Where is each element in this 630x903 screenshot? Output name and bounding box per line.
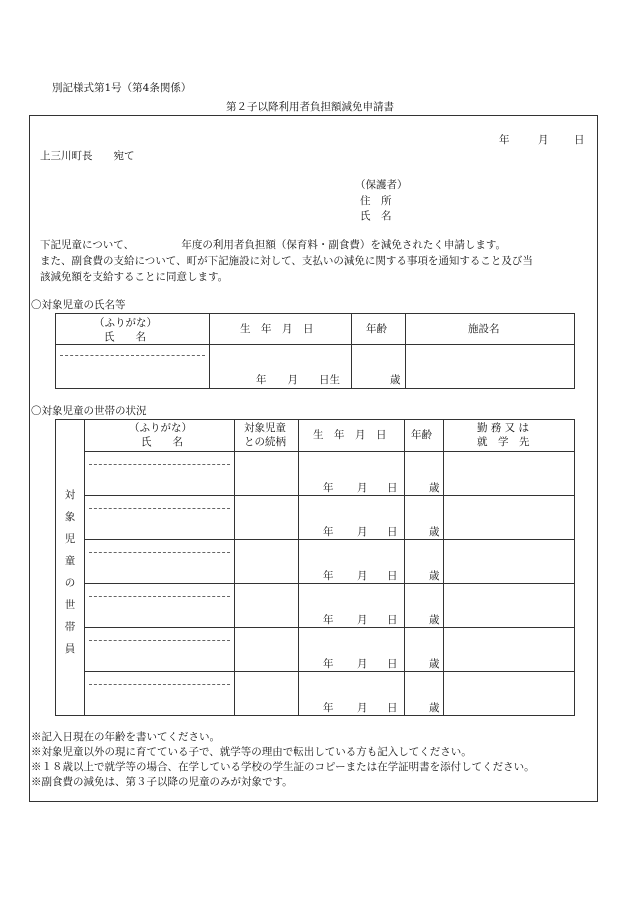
household-name-cell[interactable] [85, 540, 235, 584]
household-age-cell[interactable]: 歳 [405, 584, 444, 628]
household-work-cell[interactable] [444, 540, 575, 584]
household-work-cell[interactable] [444, 584, 575, 628]
household-side-label: 対 象 児 童 の 世 帯 員 [56, 452, 85, 716]
household-name-header: （ふりがな） 氏 名 [85, 420, 235, 452]
note-1: ※記入日現在の年齢を書いてください。 [31, 731, 220, 743]
household-corner [56, 420, 85, 452]
date-year: 年 [499, 134, 510, 146]
household-relation-cell[interactable] [235, 452, 299, 496]
household-age-cell[interactable]: 歳 [405, 540, 444, 584]
child-table [55, 313, 575, 389]
household-name-cell[interactable] [85, 672, 235, 716]
household-age-cell[interactable]: 歳 [405, 496, 444, 540]
child-birth-header: 生 年 月 日 [210, 314, 352, 345]
note-3: ※１８歳以上で就学等の場合、在学している学校の学生証のコピーまたは在学証明書を添付してください。 [31, 761, 535, 773]
child-age-cell[interactable]: 歳 [352, 345, 406, 389]
body-line-1: 下記児童について、 年度の利用者負担額（保育料・副食費）を減免されたく申請します。 [40, 239, 506, 251]
household-birth-header: 生 年 月 日 [299, 420, 405, 452]
household-relation-cell[interactable] [235, 496, 299, 540]
household-relation-cell[interactable] [235, 540, 299, 584]
household-birth-cell[interactable]: 年 月 日 [299, 540, 405, 584]
household-relation-header: 対象児童 との続柄 [235, 420, 299, 452]
note-2: ※対象児童以外の現に育てている子で、就学等の理由で転出している方も記入してください。 [31, 746, 472, 758]
household-name-cell[interactable] [85, 452, 235, 496]
household-birth-cell[interactable]: 年 月 日 [299, 496, 405, 540]
body-line-3: 該減免額を支給することに同意します。 [40, 271, 229, 283]
household-age-cell[interactable]: 歳 [405, 628, 444, 672]
document-title: 第２子以降利用者負担額減免申請書 [226, 101, 394, 113]
section1-heading: 〇対象児童の氏名等 [31, 299, 126, 311]
child-name-cell[interactable] [56, 345, 210, 389]
child-birth-cell[interactable]: 年 月 日生 [210, 345, 352, 389]
household-age-cell[interactable]: 歳 [405, 672, 444, 716]
household-table [55, 419, 575, 716]
date-day: 日 [574, 134, 585, 146]
form-number: 別記様式第1号（第4条関係） [52, 82, 192, 94]
section2-heading: 〇対象児童の世帯の状況 [31, 405, 147, 417]
child-facility-cell[interactable] [406, 345, 575, 389]
addressee: 上三川町長 宛て [40, 150, 135, 162]
household-birth-cell[interactable]: 年 月 日 [299, 672, 405, 716]
household-relation-cell[interactable] [235, 672, 299, 716]
household-name-cell[interactable] [85, 496, 235, 540]
child-facility-header: 施設名 [406, 314, 575, 345]
household-work-cell[interactable] [444, 496, 575, 540]
household-birth-cell[interactable]: 年 月 日 [299, 628, 405, 672]
applicant-label: （保護者） [355, 179, 408, 191]
household-work-cell[interactable] [444, 452, 575, 496]
household-age-cell[interactable]: 歳 [405, 452, 444, 496]
child-age-header: 年齢 [352, 314, 406, 345]
applicant-address-label: 住 所 [360, 195, 392, 207]
household-birth-cell[interactable]: 年 月 日 [299, 452, 405, 496]
note-4: ※副食費の減免は、第３子以降の児童のみが対象です。 [31, 776, 293, 788]
household-name-cell[interactable] [85, 628, 235, 672]
household-work-cell[interactable] [444, 628, 575, 672]
child-name-header: （ふりがな） 氏 名 [56, 314, 210, 345]
household-relation-cell[interactable] [235, 628, 299, 672]
household-work-cell[interactable] [444, 672, 575, 716]
date-month: 月 [538, 134, 549, 146]
household-name-cell[interactable] [85, 584, 235, 628]
household-work-header: 勤 務 又 は 就 学 先 [444, 420, 575, 452]
household-age-header: 年齢 [405, 420, 444, 452]
applicant-name-label: 氏 名 [360, 210, 392, 222]
household-relation-cell[interactable] [235, 584, 299, 628]
household-birth-cell[interactable]: 年 月 日 [299, 584, 405, 628]
body-line-2: また、副食費の支給について、町が下記施設に対して、支払いの減免に関する事項を通知すること及び当 [40, 255, 533, 267]
